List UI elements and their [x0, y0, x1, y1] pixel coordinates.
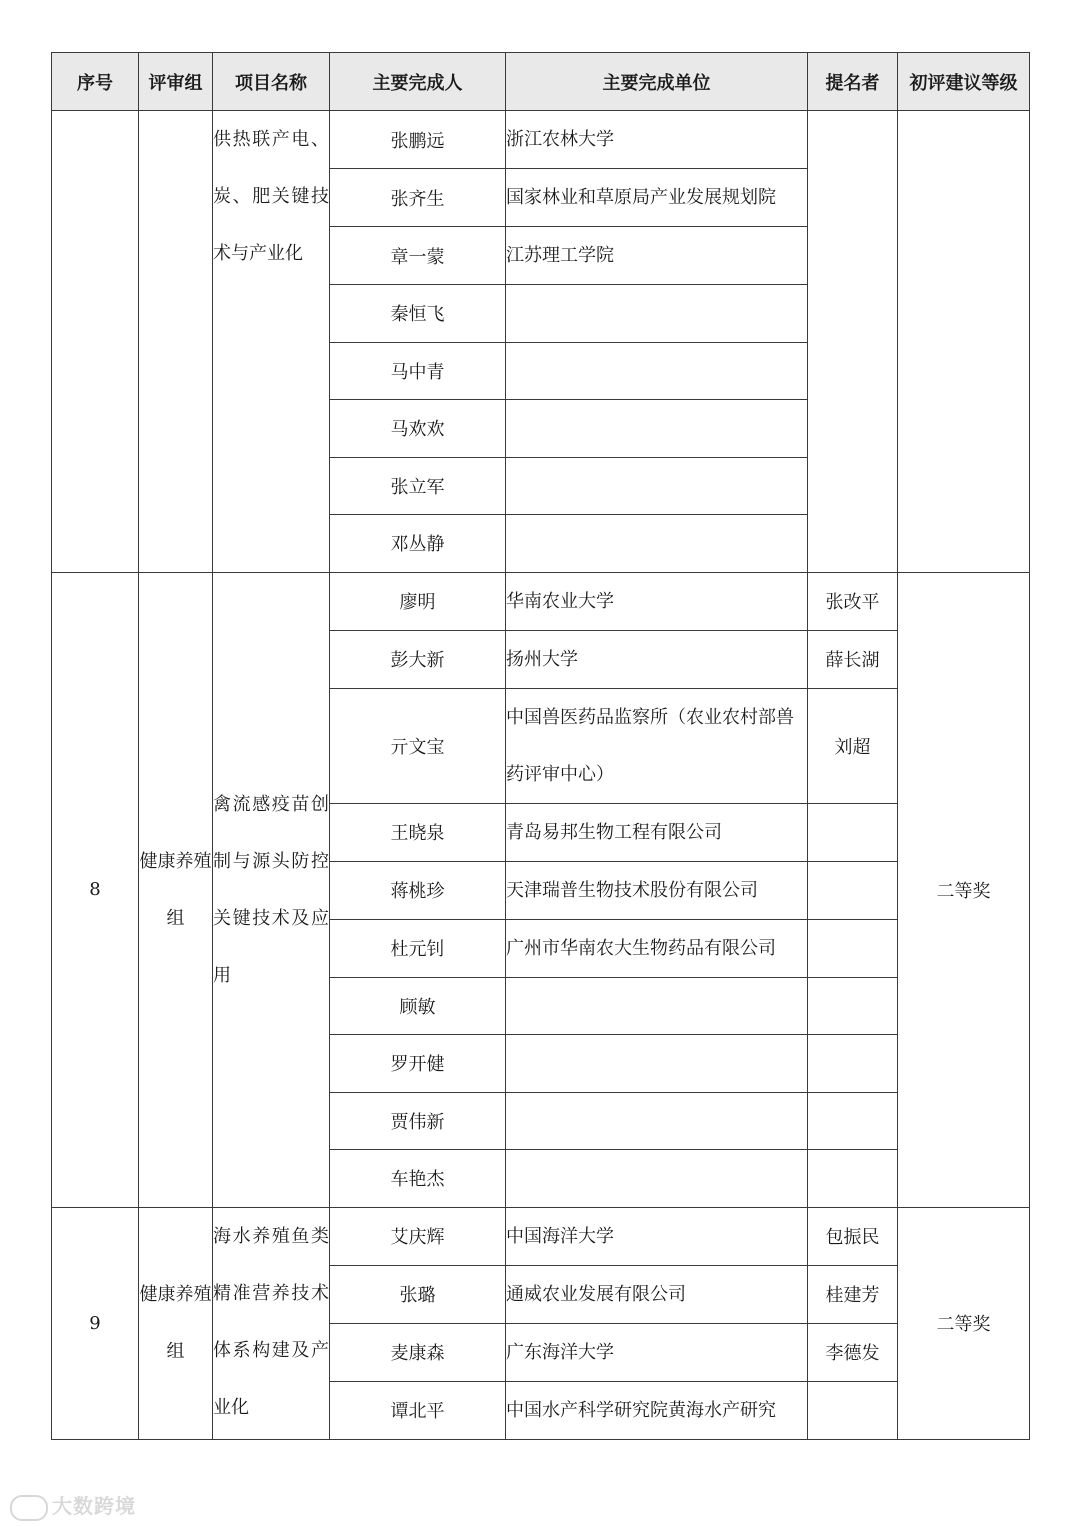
- project-name-cell: 供热联产电、炭、肥关键技术与产业化: [213, 111, 330, 573]
- person-cell: 谭北平: [330, 1381, 506, 1439]
- header-project-name: 项目名称: [213, 53, 330, 111]
- person-cell: 张立军: [330, 457, 506, 515]
- person-cell: 车艳杰: [330, 1150, 506, 1208]
- level-cell: 二等奖: [898, 1207, 1030, 1439]
- unit-cell: 中国兽医药品监察所（农业农村部兽药评审中心）: [506, 688, 808, 803]
- header-main-units: 主要完成单位: [506, 53, 808, 111]
- person-cell: 蒋桃珍: [330, 861, 506, 919]
- person-cell: 杜元钊: [330, 919, 506, 977]
- brand-logo-icon: [10, 1495, 48, 1521]
- unit-cell: [506, 400, 808, 458]
- seq-cell: [52, 111, 139, 573]
- level-cell: [898, 111, 1030, 573]
- unit-cell: [506, 285, 808, 343]
- unit-cell: [506, 1150, 808, 1208]
- unit-cell: [506, 1092, 808, 1150]
- level-cell: 二等奖: [898, 572, 1030, 1207]
- nominator-cell: [808, 1092, 898, 1150]
- unit-cell: 青岛易邦生物工程有限公司: [506, 803, 808, 861]
- unit-cell: 华南农业大学: [506, 572, 808, 630]
- nominator-cell: 张改平: [808, 572, 898, 630]
- seq-cell: 8: [52, 572, 139, 1207]
- unit-cell: 中国海洋大学: [506, 1207, 808, 1265]
- header-row: [52, 53, 1030, 111]
- unit-cell: [506, 457, 808, 515]
- watermark: [10, 1490, 136, 1521]
- unit-cell: 广州市华南农大生物药品有限公司: [506, 919, 808, 977]
- person-cell: 邓丛静: [330, 515, 506, 573]
- table-row: [52, 572, 1030, 630]
- unit-cell: 天津瑞普生物技术股份有限公司: [506, 861, 808, 919]
- group-cell: 健康养殖组: [139, 1207, 213, 1439]
- person-cell: 张璐: [330, 1265, 506, 1323]
- header-main-persons: 主要完成人: [330, 53, 506, 111]
- header-group: 评审组: [139, 53, 213, 111]
- unit-cell: 浙江农林大学: [506, 111, 808, 169]
- unit-cell: 扬州大学: [506, 630, 808, 688]
- person-cell: 顾敏: [330, 977, 506, 1035]
- person-cell: 彭大新: [330, 630, 506, 688]
- unit-cell: 国家林业和草原局产业发展规划院: [506, 169, 808, 227]
- nominator-cell: [808, 803, 898, 861]
- nominator-cell: [808, 919, 898, 977]
- awards-table: [51, 52, 1030, 1440]
- person-cell: 章一蒙: [330, 227, 506, 285]
- table-row: [52, 1207, 1030, 1265]
- person-cell: 张齐生: [330, 169, 506, 227]
- nominator-cell: [808, 1150, 898, 1208]
- nominator-cell: [808, 1035, 898, 1093]
- person-cell: 马中青: [330, 342, 506, 400]
- group-cell: 健康养殖组: [139, 572, 213, 1207]
- person-cell: 廖明: [330, 572, 506, 630]
- nominator-cell: 薛长湖: [808, 630, 898, 688]
- project-name-cell: 海水养殖鱼类精准营养技术体系构建及产业化: [213, 1207, 330, 1439]
- header-seq: 序号: [52, 53, 139, 111]
- table-row: [52, 111, 1030, 169]
- person-cell: 艾庆辉: [330, 1207, 506, 1265]
- watermark-text: 大数跨境: [52, 1494, 136, 1518]
- nominator-cell: [808, 861, 898, 919]
- seq-cell: 9: [52, 1207, 139, 1439]
- unit-cell: 广东海洋大学: [506, 1323, 808, 1381]
- header-nominator: 提名者: [808, 53, 898, 111]
- unit-cell: 通威农业发展有限公司: [506, 1265, 808, 1323]
- nominator-cell: 桂建芳: [808, 1265, 898, 1323]
- nominator-cell: 包振民: [808, 1207, 898, 1265]
- unit-cell: [506, 342, 808, 400]
- person-cell: 张鹏远: [330, 111, 506, 169]
- project-name-cell: 禽流感疫苗创制与源头防控关键技术及应用: [213, 572, 330, 1207]
- person-cell: 贾伟新: [330, 1092, 506, 1150]
- person-cell: 亓文宝: [330, 688, 506, 803]
- header-level: 初评建议等级: [898, 53, 1030, 111]
- unit-cell: 中国水产科学研究院黄海水产研究: [506, 1381, 808, 1439]
- unit-cell: 江苏理工学院: [506, 227, 808, 285]
- group-cell: [139, 111, 213, 573]
- nominator-cell: [808, 1381, 898, 1439]
- person-cell: 罗开健: [330, 1035, 506, 1093]
- nominator-cell: 刘超: [808, 688, 898, 803]
- unit-cell: [506, 1035, 808, 1093]
- nominator-cell: [808, 977, 898, 1035]
- nominator-cell: [808, 111, 898, 573]
- person-cell: 麦康森: [330, 1323, 506, 1381]
- person-cell: 秦恒飞: [330, 285, 506, 343]
- nominator-cell: 李德发: [808, 1323, 898, 1381]
- unit-cell: [506, 515, 808, 573]
- unit-cell: [506, 977, 808, 1035]
- person-cell: 马欢欢: [330, 400, 506, 458]
- person-cell: 王晓泉: [330, 803, 506, 861]
